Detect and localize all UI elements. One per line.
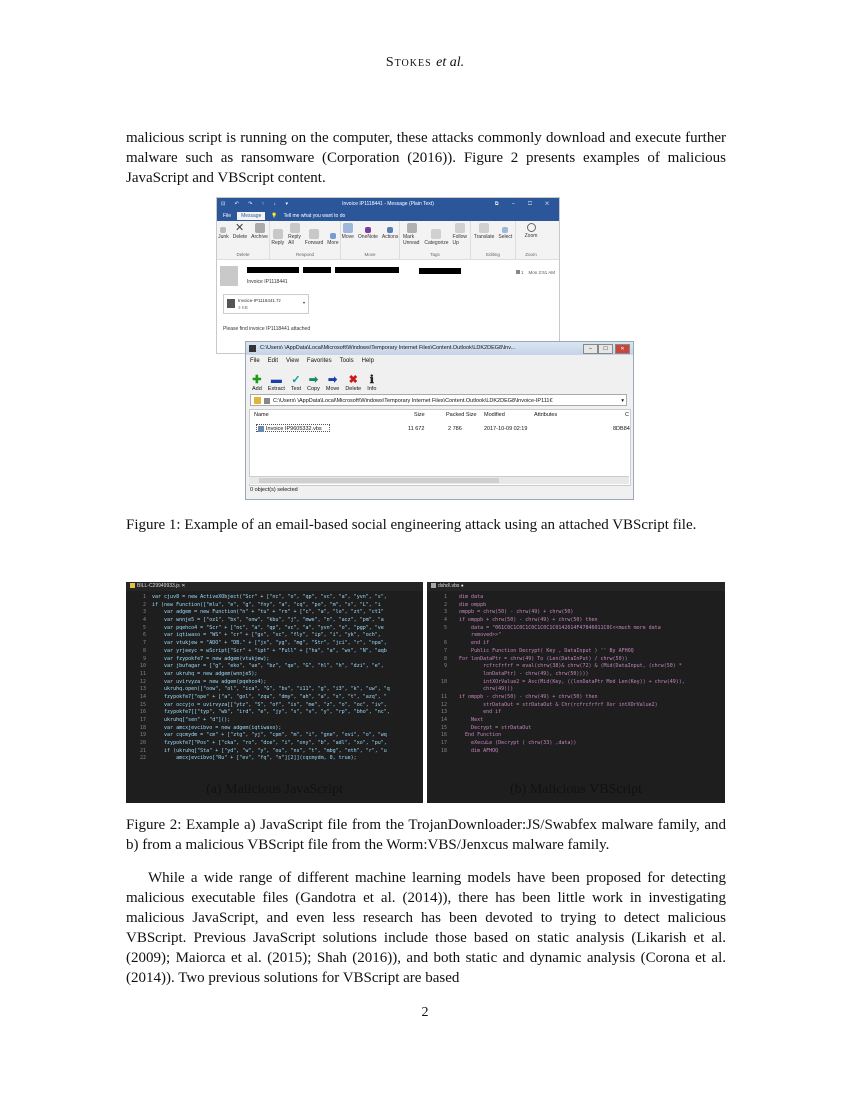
line-number: 1 — [443, 594, 447, 600]
figure-2-caption: Figure 2: Example a) JavaScript file from the TrojanDownloader:JS/Swabfex malware family, and b) from a malicious VBScript file from the Worm:VBS/Jenxcus malware family. — [126, 817, 726, 853]
code-text: end if — [453, 709, 502, 716]
translate-button[interactable]: Translate — [474, 223, 495, 240]
move-icon — [343, 223, 353, 233]
code-line — [126, 602, 423, 610]
tab-message[interactable]: Message — [237, 212, 265, 220]
more-respond-button[interactable]: More — [327, 233, 338, 246]
line-number: 18 — [139, 724, 146, 731]
code-line — [427, 740, 725, 748]
ribbon-group-label: Respond — [295, 252, 314, 257]
body-paragraph: While a wide range of different machine learning models have been proposed for detecting malicious executable files (Gandotra et al. (2014)), there has been little work in investigating malicious JavaScript, and even less research has been devoted to trying to detect malicious VBScript. Previous JavaScript solutions include those based on static analysis (Likarish et al. (2009); Maiorca et al. (2015); Shah (2016)), and both static and dynamic analysis (Corona et al. (2014)). Two previous solutions for VBScript are based — [126, 870, 726, 986]
line-number: 12 — [139, 678, 146, 685]
line-number: 8 — [142, 647, 146, 654]
file-row-vbs[interactable] — [256, 424, 330, 432]
ribbon-group-editing — [471, 221, 516, 259]
file-crc: 8DB84 — [613, 426, 630, 432]
zip-toolbar — [246, 366, 633, 392]
ribbon-group-label: Tags — [430, 252, 440, 257]
line-number: 7 — [443, 647, 447, 654]
more-icon — [330, 233, 336, 239]
copy-arrow-icon: ➡ — [308, 374, 319, 386]
js-code-panel — [126, 582, 423, 803]
junk-button[interactable]: Junk — [218, 227, 229, 240]
menu-edit[interactable]: Edit — [267, 357, 279, 364]
horizontal-scrollbar[interactable] — [249, 476, 629, 484]
delete-button[interactable]: ✕ Delete — [232, 222, 248, 240]
ribbon-group-delete — [217, 221, 270, 259]
chevron-down-icon[interactable]: ▾ — [302, 300, 305, 305]
ribbon-group-label: Move — [364, 252, 376, 257]
reply-all-icon — [290, 223, 300, 233]
line-number: 14 — [440, 717, 447, 723]
line-number: 5 — [443, 624, 447, 631]
onenote-icon — [365, 227, 371, 233]
col-packed-size[interactable]: Packed Size — [446, 412, 477, 418]
code-line — [126, 725, 423, 733]
code-line — [126, 709, 423, 717]
line-number: 8 — [443, 655, 447, 662]
code-text: var fzypokfe7 = new adgem(vtukjew); — [152, 655, 270, 662]
code-text: var wnnje5 = ["oz1", "bx", "onw", "kbu", "j", "mwe", "n", "acz", "pm", "a — [152, 617, 384, 624]
extract-button[interactable]: ▬ Extract — [267, 374, 285, 392]
code-line — [427, 694, 725, 702]
col-modified[interactable]: Modified — [484, 412, 505, 418]
ribbon-group-move — [341, 221, 400, 259]
follow-up-button[interactable]: Follow Up — [453, 223, 467, 246]
code-text: var iqtiwaso = "WS" + "cr" + ["gs", "sc", "fly", "ip", "i", "yk", "och", — [152, 632, 381, 639]
attachment-name: Invoice-IP1118441.7z — [238, 298, 281, 303]
delete-button[interactable]: ✖ Delete — [345, 374, 362, 392]
code-text: fzypokfe7[["typ", "wb", "ird", "e", "jy", "s", "v", "y", "rp", "bho", "nc", — [152, 709, 390, 716]
line-number: 11 — [139, 670, 146, 677]
intro-paragraph: malicious script is running on the computer, these attacks commonly download and execute further malware such as ransomware (Corporation (2016)). Figure 2 presents examples of malicious JavaScript and VBScript content. — [126, 130, 726, 186]
figure-1-caption: Figure 1: Example of an email-based social engineering attack using an attached VBScript file. — [126, 517, 697, 533]
address-bar[interactable] — [250, 394, 627, 406]
line-number: 9 — [142, 655, 146, 662]
move-arrow-icon: ➡ — [327, 374, 338, 386]
envelope-icon — [407, 223, 417, 233]
count-icon — [516, 270, 520, 274]
reply-all-button[interactable]: Reply All — [288, 223, 301, 246]
line-number: 16 — [139, 709, 146, 716]
code-line — [126, 617, 423, 625]
line-number: 13 — [440, 709, 447, 716]
sender-avatar — [220, 266, 238, 286]
ribbon-group-zoom — [516, 221, 546, 259]
code-line — [126, 594, 423, 602]
folder-up-icon[interactable] — [254, 397, 261, 404]
code-line — [126, 648, 423, 656]
code-line — [427, 679, 725, 687]
message-body: Please find invoice IP1118441 attached — [223, 326, 311, 332]
code-line — [126, 679, 423, 687]
col-size[interactable]: Size — [414, 412, 425, 418]
message-time — [516, 270, 555, 275]
code-text: dim omppb — [453, 601, 487, 608]
code-text: if (ukruhq["Sta" + ["yd", "w", "y", "ou", "ns", "t", "mbg", "nth", "r", "u — [152, 747, 387, 754]
line-number: 15 — [440, 724, 447, 731]
outlook-tabs — [217, 210, 559, 221]
code-text: ukruhq["sen" + "d"](); — [152, 717, 231, 723]
move-button[interactable]: Move — [342, 223, 354, 240]
code-text: dim data — [453, 594, 484, 600]
code-line — [427, 594, 725, 602]
delete-x-icon: ✕ — [234, 222, 245, 234]
attachment-chip[interactable] — [223, 294, 309, 314]
translate-icon — [479, 223, 489, 233]
categorize-icon — [431, 229, 441, 239]
code-text: For lonDataPtr = chrw(49) To (Len(DataInPut) / chrw(50)) — [453, 655, 628, 662]
close-button[interactable]: ✕ — [615, 344, 630, 354]
line-number: 22 — [139, 755, 146, 762]
line-number: 20 — [139, 740, 146, 747]
script-file-icon — [258, 426, 264, 432]
subcaption-a: (a) Malicious JavaScript — [206, 782, 343, 797]
code-text: var occyjo = uvirvyza[["ytz", "S", "of", "is", "me", "z", "o", "oc", "iv", — [152, 701, 387, 708]
ribbon-group-respond — [270, 221, 341, 259]
vbs-tab-label: dshd\.vbs — [438, 583, 460, 589]
code-text: var pqehco4 = "Scr" + ["nc", "a", "qp", "vc", "a", "yvn", "o", "pgp", "ve — [152, 624, 384, 631]
code-line — [427, 602, 725, 610]
archive-file-icon — [227, 299, 235, 308]
onenote-button[interactable]: OneNote — [358, 227, 378, 240]
code-text: var vtukjew = "ADO" + "DB." + ["jx", "yg", "mg", "Str", "jci", "r", "npa", — [152, 640, 387, 647]
col-attributes[interactable]: Attributes — [534, 412, 558, 418]
message-count: 1 — [520, 270, 524, 275]
line-number: 14 — [139, 693, 146, 700]
info-icon: ℹ — [369, 374, 374, 386]
outlook-ribbon — [217, 221, 559, 260]
archive-button[interactable]: Archive — [251, 223, 268, 240]
code-line — [126, 640, 423, 648]
maximize-button[interactable]: ☐ — [598, 344, 613, 354]
code-line — [427, 686, 725, 694]
minimize-button[interactable]: – — [583, 344, 598, 354]
message-header — [217, 264, 559, 290]
reply-button[interactable]: Reply — [271, 229, 284, 246]
line-number: 2 — [142, 601, 146, 608]
ribbon-group-label: Editing — [486, 252, 500, 257]
line-number: 10 — [440, 678, 447, 685]
delete-x-icon: ✖ — [348, 374, 358, 386]
menu-view[interactable]: View — [286, 357, 299, 364]
tab-file[interactable]: File — [223, 212, 232, 219]
code-text: Next — [453, 717, 484, 723]
code-text: end if — [453, 640, 490, 647]
line-number: 4 — [443, 617, 447, 624]
line-number: 9 — [443, 663, 447, 670]
junk-icon — [220, 227, 226, 233]
line-number: 19 — [139, 732, 146, 739]
message-timestamp: Mon 2:51 AM — [528, 270, 555, 275]
subcaption-b: (b) Malicious VBScript — [510, 782, 642, 797]
line-number: 6 — [443, 640, 447, 647]
line-number: 12 — [440, 701, 447, 708]
line-number: 1 — [142, 594, 146, 600]
col-name[interactable]: Name — [254, 412, 269, 418]
menu-help[interactable]: Help — [361, 357, 374, 364]
test-button[interactable]: ✓ Test — [290, 374, 302, 392]
code-text: Decrypt = strDataOut — [453, 724, 532, 731]
code-line — [126, 671, 423, 679]
file-modified: 2017-10-09 02:19 — [484, 426, 528, 432]
line-number: 10 — [139, 663, 146, 670]
page-number: 2 — [421, 1005, 429, 1020]
code-line — [126, 748, 423, 756]
code-text: chrw(49))) — [453, 686, 514, 693]
code-text: lonDataPtr) - chrw(49), chrw(50)))) — [453, 670, 589, 677]
code-line — [427, 709, 725, 717]
menu-tools[interactable]: Tools — [339, 357, 354, 364]
file-size: 11 672 — [408, 426, 425, 432]
tell-me-box[interactable]: Tell me what you want to do — [283, 212, 346, 219]
code-text: var uvirvyza = new adgem(pqehco4); — [152, 678, 267, 685]
code-line — [126, 663, 423, 671]
code-text: var cjuv8 = new ActiveXObject("Scr" + ["nc", "o", "qp", "vc", "a", "yvn", "s", — [152, 594, 387, 600]
col-crc[interactable]: C — [625, 412, 629, 418]
modified-dot-icon: ● — [460, 583, 464, 589]
code-text: Public Function Decrypt( Key , DataInput ) '' By AFHOQ — [453, 647, 634, 654]
code-line — [427, 609, 725, 617]
zip-titlebar — [246, 342, 633, 355]
js-tab-label: BILL-C29949933.js — [137, 583, 180, 589]
code-line — [427, 717, 725, 725]
code-line — [427, 748, 725, 756]
code-line — [126, 740, 423, 748]
actions-button[interactable]: Actions — [382, 227, 398, 240]
code-text: var yrjeeyc = wScript["Scr" + "ipt" + "Full" + ["ha", "a", "ws", "N", "aqb — [152, 647, 387, 654]
code-line — [126, 656, 423, 664]
code-text: var adgem = new Function("n" + "tu" + "rn" + ["c", "a", "lo", "zt", "ct1" — [152, 609, 384, 616]
redaction-bar — [419, 268, 461, 274]
line-number: 6 — [142, 632, 146, 639]
vbs-editor-tab[interactable] — [427, 582, 725, 591]
code-line — [427, 648, 725, 656]
code-text: eXecuLe (Decrypt ( chrw(33) ,data)) — [453, 740, 577, 747]
address-path: C:\Users\ \AppData\Local\Microsoft\Windows\Temporary Internet Files\Content.Outlook\LDK2DEG8\Invoice-IP111€ — [273, 398, 553, 404]
redaction-bar — [247, 267, 299, 273]
code-text: strDataOut = strDataOut & Chr(rcfrcfrfrf Xor intXOrValue2) — [453, 701, 658, 708]
line-number: 4 — [142, 617, 146, 624]
running-header — [0, 55, 850, 71]
outlook-window — [216, 197, 560, 354]
code-line — [126, 632, 423, 640]
js-editor-tab[interactable] — [126, 582, 423, 591]
line-number: 17 — [440, 740, 447, 747]
line-number: 21 — [139, 747, 146, 754]
code-text: ukruhq.open(["oow", "ol", "ica", "G", "bv", "i11", "g", "i3", "k", "uw", "q — [152, 686, 390, 693]
line-number: 3 — [443, 609, 447, 616]
flag-icon — [455, 223, 465, 233]
zoom-button[interactable]: Zoom — [525, 223, 538, 239]
line-number: 7 — [142, 640, 146, 647]
code-line — [427, 663, 725, 671]
check-icon: ✓ — [291, 374, 301, 386]
forward-button[interactable]: Forward — [305, 229, 323, 246]
code-text: omppb = chrw(50) - chrw(49) + chrw(50) — [453, 609, 574, 616]
line-number: 13 — [139, 686, 146, 693]
code-line — [126, 609, 423, 617]
code-text: if omppb + chrw(50) - chrw(49) + chrw(50) then — [453, 617, 598, 624]
js-file-icon — [130, 583, 135, 588]
zip-title: C:\Users\ \AppData\Local\Microsoft\Windows\Temporary Internet Files\Content.Outlook\LDK2DEG8\Inv... — [260, 345, 516, 351]
line-number: 3 — [142, 609, 146, 616]
move-button[interactable]: ➡ Move — [325, 374, 340, 392]
folder-icon — [264, 398, 270, 404]
code-line — [427, 725, 725, 733]
file-list — [249, 409, 631, 486]
magnifier-icon — [527, 223, 536, 232]
code-text: intXOrValue2 = Asc(Mid(Key, ((lonDataPtr Mod Len(Key)) + chrw(49)), — [453, 678, 685, 685]
attachment-size: 3 KB — [238, 305, 248, 310]
select-button[interactable]: Select — [498, 227, 512, 240]
redaction-bar — [303, 267, 331, 273]
line-number: 16 — [440, 732, 447, 739]
ribbon-group-label: Delete — [236, 252, 250, 257]
line-number: 5 — [142, 624, 146, 631]
close-icon[interactable]: ✕ — [181, 583, 186, 589]
code-text: End Function — [453, 732, 502, 739]
file-packed-size: 2 786 — [448, 426, 462, 432]
code-text: amcxjevcibvo["Ru" + ["ev", "fq", "n"][2]](cqcmydm, 0, true); — [152, 755, 357, 762]
actions-icon — [387, 227, 393, 233]
line-number: 18 — [440, 747, 447, 754]
code-text: dim AFHOQ — [453, 747, 499, 754]
code-text: var cqcmydm = "cm" + ["ztg", "yj", "cpm", "m", "i", "gne", "ovi", "o", "wq — [152, 732, 387, 739]
code-line — [126, 755, 423, 763]
outlook-titlebar — [217, 198, 559, 210]
code-line — [126, 625, 423, 633]
reply-icon — [273, 229, 283, 239]
code-text: removed>>" — [453, 632, 502, 639]
line-number: 2 — [443, 601, 447, 608]
js-code-lines — [126, 591, 423, 763]
code-line — [126, 702, 423, 710]
code-line — [427, 671, 725, 679]
code-line — [427, 656, 725, 664]
lightbulb-icon: 💡 — [271, 212, 278, 219]
chevron-down-icon[interactable]: ▾ — [621, 398, 624, 404]
menu-file[interactable]: File — [250, 357, 260, 364]
code-line — [427, 732, 725, 740]
search-icon — [502, 227, 508, 233]
archive-icon — [255, 223, 265, 233]
code-text: var jbufagar = ["g", "eko", "ue", "bz", "qe", "G", "hl", "h", "dzi", "e", — [152, 663, 384, 670]
code-line — [126, 732, 423, 740]
ribbon-group-tags — [400, 221, 471, 259]
info-button[interactable]: ℹ Info — [367, 374, 377, 392]
copy-button[interactable]: ➡ Copy — [307, 374, 320, 392]
code-text: rcfrcfrfrf = eval(chrw(38)& chrw(72) & (Mid(DataInput, (chrw(50) * — [453, 663, 682, 670]
outlook-title: Invoice IP1118441 - Message (Plain Text) — [342, 201, 434, 207]
outlook-window-buttons[interactable]: ⧉ – ☐ ✕ — [494, 201, 555, 207]
code-line — [427, 625, 725, 633]
code-text: data = "061C0C1C0C1C0C1C0C1C0142614F47846011C0C<<much more data — [453, 624, 661, 631]
code-text: if (new Function(["mlu", "e", "g", "fny", "a", "cq", "po", "m", "s", "L", "i — [152, 601, 381, 608]
code-line — [126, 717, 423, 725]
ribbon-group-label: Zoom — [525, 252, 537, 257]
message-subject: Invoice IP1118441 — [247, 279, 288, 285]
add-button[interactable]: ✚ Add — [252, 374, 262, 392]
code-line — [126, 686, 423, 694]
code-text: fzypokfe7["ope" + ["a", "gol", "zqu", "dmy", "ah", "a", "s", "t", "azq", " — [152, 693, 387, 700]
code-line — [427, 702, 725, 710]
line-number: 17 — [139, 717, 146, 723]
vbs-file-icon — [431, 583, 436, 588]
zip-window — [245, 341, 634, 500]
mark-unread-button[interactable]: Mark Unread — [403, 223, 420, 246]
code-text: fzypokfe7["Pos" + ["cka", "ro", "dce", "i", "ony", "b", "adl", "xo", "pu", — [152, 740, 387, 747]
line-number: 15 — [139, 701, 146, 708]
code-text: if omppb - chrw(50) - chrw(49) + chrw(50) then — [453, 693, 598, 700]
code-line — [427, 640, 725, 648]
code-line — [427, 632, 725, 640]
status-bar: 0 object(s) selected — [250, 487, 298, 493]
vbs-code-lines — [427, 591, 725, 755]
categorize-button[interactable]: Categorize — [424, 229, 448, 246]
redaction-bar — [335, 267, 399, 273]
header-etal: et al. — [436, 55, 465, 70]
code-text: var amcxjevcibvo = new adgem(iqtiwaso); — [152, 724, 282, 731]
vbs-code-panel — [427, 582, 725, 803]
code-line — [427, 617, 725, 625]
quick-access-toolbar[interactable]: ⊡ ↶ ↷ ↑ ↓ ▾ — [221, 201, 293, 207]
code-line — [126, 694, 423, 702]
code-text: var ukruhq = new adgem(wnnje5); — [152, 670, 258, 677]
line-number: 11 — [440, 693, 447, 700]
minus-icon: ▬ — [270, 374, 282, 386]
menu-favorites[interactable]: Favorites — [306, 357, 332, 364]
zip-menubar — [246, 355, 633, 366]
file-name: Invoice IP9605332.vbs — [266, 426, 322, 432]
scrollbar-thumb[interactable] — [259, 478, 499, 483]
header-authors: Stokes — [385, 55, 432, 70]
forward-icon — [309, 229, 319, 239]
plus-icon: ✚ — [252, 374, 262, 386]
zip-app-icon — [249, 345, 256, 352]
